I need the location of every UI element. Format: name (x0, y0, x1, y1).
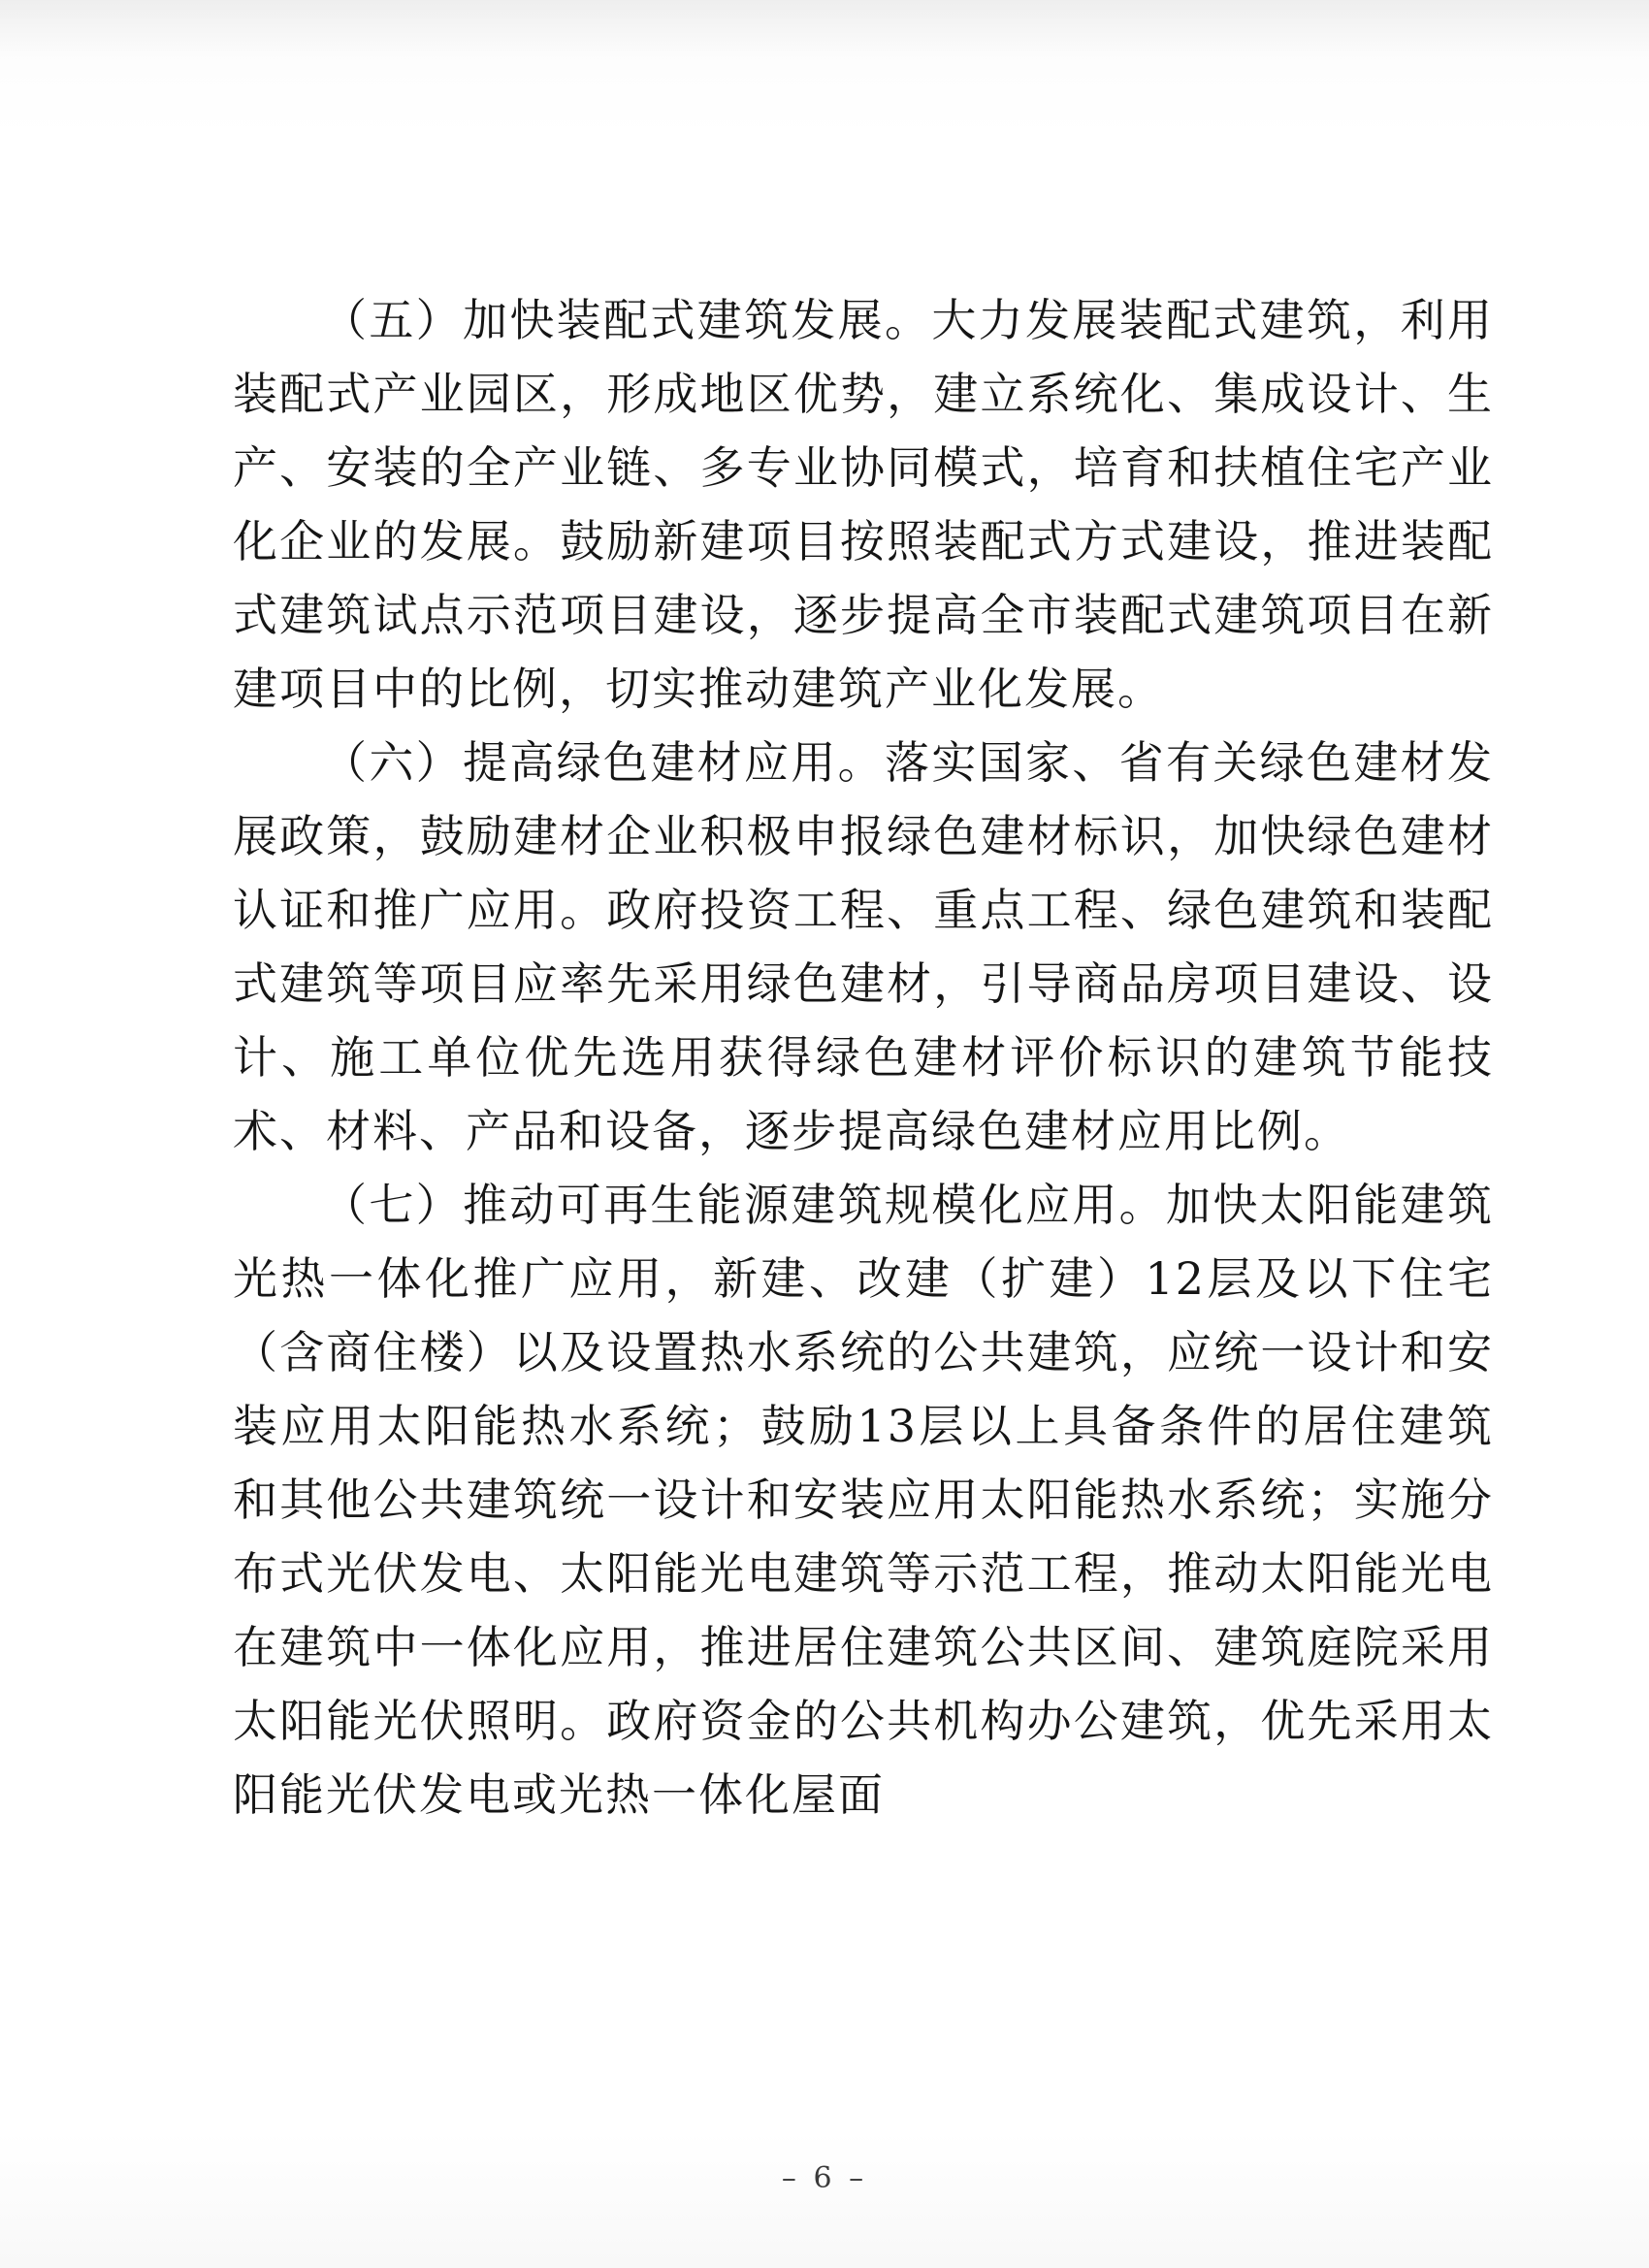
scan-bleed-header (0, 0, 1649, 58)
page-number: – 6 – (781, 2161, 868, 2195)
paragraph-section-6: （六）提高绿色建材应用。落实国家、省有关绿色建材发展政策，鼓励建材企业积极申报绿色建材标识，加快绿色建材认证和推广应用。政府投资工程、重点工程、绿色建筑和装配式建筑等项目应率先采用绿色建材，引导商品房项目建设、设计、施工单位优先选用获得绿色建材评价标识的建筑节能技术、材料、产品和设备，逐步提高绿色建材应用比例。 (233, 736, 1494, 1157)
paragraph-section-5: （五）加快装配式建筑发展。大力发展装配式建筑，利用装配式产业园区，形成地区优势，建立系统化、集成设计、生产、安装的全产业链、多专业协同模式，培育和扶植住宅产业化企业的发展。鼓励新建项目按照装配式方式建设，推进装配式建筑试点示范项目建设，逐步提高全市装配式建筑项目在新建项目中的比例，切实推动建筑产业化发展。 (233, 294, 1494, 715)
paragraph-section-7: （七）推动可再生能源建筑规模化应用。加快太阳能建筑光热一体化推广应用，新建、改建（扩建）12层及以下住宅（含商住楼）以及设置热水系统的公共建筑，应统一设计和安装应用太阳能热水系统；鼓励13层以上具备条件的居住建筑和其他公共建筑统一设计和安装应用太阳能热水系统；实施分布式光伏发电、太阳能光电建筑等示范工程，推动太阳能光电在建筑中一体化应用，推进居住建筑公共区间、建筑庭院采用太阳能光伏照明。政府资金的公共机构办公建筑，优先采用太阳能光伏发电或光热一体化屋面 (233, 1179, 1494, 1821)
body-text (233, 283, 1494, 1831)
